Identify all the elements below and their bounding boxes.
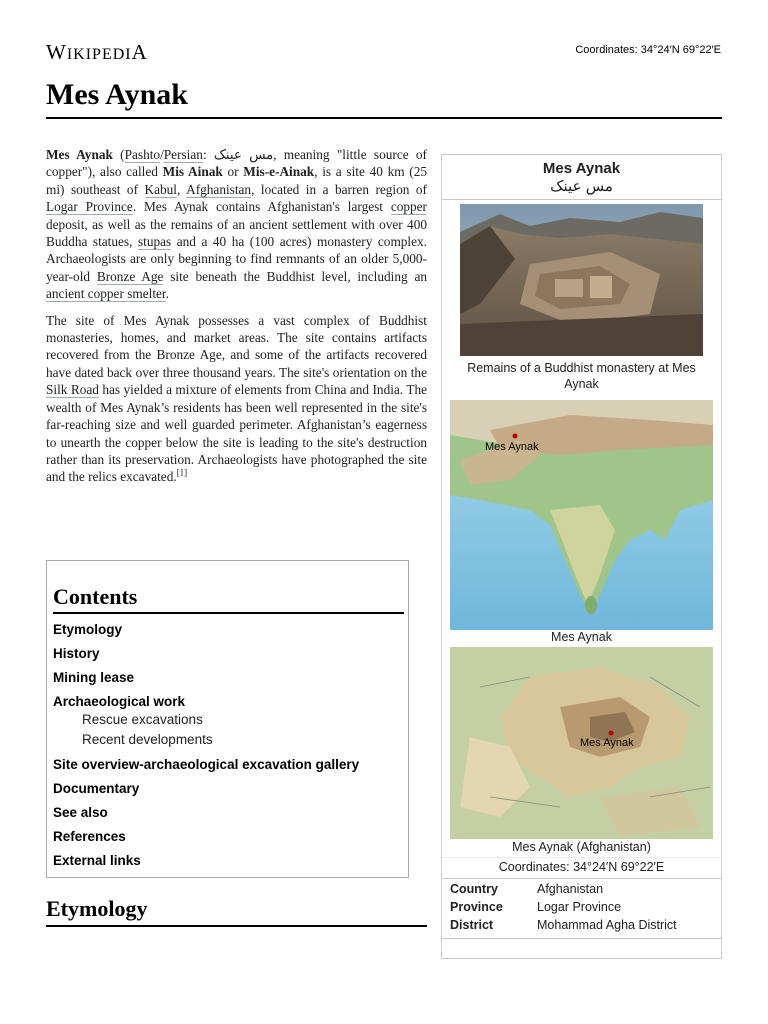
text: /: [160, 147, 164, 162]
toc-item-etymology[interactable]: Etymology: [53, 622, 123, 637]
toc-item-external-links[interactable]: External links: [53, 853, 141, 868]
text: site beneath the Buddhist level, including an: [163, 268, 427, 284]
infobox-native-name: مس عینک: [550, 178, 613, 195]
infobox-row-province: [450, 900, 713, 918]
toc-item-mining-lease[interactable]: Mining lease: [53, 670, 135, 685]
table-of-contents: [46, 560, 409, 878]
infobox-value[interactable]: Mohammad Agha District: [537, 918, 677, 932]
link-stupas[interactable]: stupas: [137, 234, 172, 250]
map1-caption: Mes Aynak: [551, 630, 612, 644]
map2-caption: Mes Aynak (Afghanistan): [512, 840, 651, 854]
link-pashto[interactable]: Pashto: [124, 147, 161, 162]
link-silk-road[interactable]: Silk Road: [46, 382, 99, 398]
section-divider: [46, 925, 427, 927]
bold-alt-name-1: Mis Ainak: [162, 164, 223, 180]
link-ancient-copper-smelter[interactable]: ancient copper smelter: [46, 286, 166, 302]
text: or: [222, 164, 244, 180]
infobox-key: District: [450, 918, 494, 932]
infobox-row-country: [450, 882, 713, 900]
text: deposit, as well as the remains of an ancient settlement with over 400 Buddha statues,: [46, 216, 427, 250]
text: : مس عینک, meaning "little source of copper"), also called: [46, 147, 427, 180]
photo-caption: Remains of a Buddhist monastery at Mes Aynak: [467, 361, 696, 391]
infobox-coordinates[interactable]: Coordinates: 34°24′N 69°22′E: [442, 857, 721, 879]
text: .: [165, 286, 169, 302]
afghanistan-map[interactable]: [450, 647, 713, 839]
wordmark-w: W: [46, 40, 67, 64]
reference-link[interactable]: [1]: [176, 467, 188, 478]
toc-item-references[interactable]: References: [53, 829, 126, 844]
lead-paragraph: [46, 146, 427, 303]
link-persian[interactable]: Persian: [163, 147, 203, 162]
link-logar-province[interactable]: Logar Province: [46, 199, 133, 215]
infobox-key: Country: [450, 882, 498, 896]
wikipedia-wordmark[interactable]: [46, 40, 148, 65]
infobox-row-district: [450, 918, 713, 936]
text: The site of Mes Aynak possesses a vast complex of Buddhist monasteries, homes, and market areas. The site contains artifacts recovered from the Bronze Age, and some of the artifacts recovered have dated back over three thousand years. The site's orientation on the: [46, 312, 427, 380]
link-bronze-age[interactable]: Bronze Age: [96, 268, 164, 284]
second-paragraph: [46, 312, 427, 486]
infobox-header: [442, 155, 721, 200]
infobox-divider: [442, 938, 721, 939]
text: has yielded a mixture of elements from China and India. The wealth of Mes Aynak’s residents has been well represented in the site's far-reaching size and well guarded perimeter. Afghanistan’s eagerness to unearth the copper below the site is leading to the site's destruction rather than its preservation. Archaeologists have photographed the site and the relics excavated.: [46, 382, 427, 485]
infobox-value[interactable]: Afghanistan: [537, 882, 604, 896]
toc-item-rescue-excavations[interactable]: Rescue excavations: [82, 712, 203, 727]
infobox-key: Province: [450, 900, 503, 914]
toc-item-history[interactable]: History: [53, 646, 100, 661]
lead-bold-name: Mes Aynak: [46, 147, 113, 162]
title-divider: [46, 117, 722, 119]
toc-list: [53, 621, 359, 876]
infobox-name: Mes Aynak: [542, 160, 621, 177]
bold-alt-name-2: Mis-e-Ainak: [243, 164, 315, 180]
toc-item-see-also[interactable]: See also: [53, 805, 108, 820]
header-coordinates[interactable]: Coordinates: 34°24′N 69°22′E: [575, 44, 721, 56]
text: ,: [177, 181, 187, 197]
toc-item-documentary[interactable]: Documentary: [53, 781, 140, 796]
toc-title: Contents: [53, 584, 138, 609]
map2-marker-label: Mes Aynak: [580, 737, 634, 749]
article-body: [46, 146, 427, 495]
toc-item-archaeological-work[interactable]: Archaeological work: [53, 694, 186, 709]
infobox-table: [450, 882, 713, 936]
text: , located in a barren region of: [251, 181, 427, 197]
text: , is a site 40 km (25 mi) southeast of: [46, 164, 428, 197]
monastery-photo[interactable]: [460, 204, 703, 356]
infobox-value[interactable]: Logar Province: [537, 900, 622, 914]
section-heading-etymology: Etymology: [46, 896, 148, 921]
page-title: Mes Aynak: [46, 78, 188, 111]
toc-divider: [53, 612, 404, 614]
toc-item-site-overview[interactable]: Site overview-archaeological excavation gallery: [53, 757, 360, 772]
toc-item-recent-developments[interactable]: Recent developments: [82, 732, 213, 747]
text: (: [112, 147, 125, 162]
link-copper[interactable]: copper: [390, 199, 427, 215]
infobox: [441, 154, 722, 959]
text: . Mes Aynak contains Afghanistan's largest: [132, 199, 391, 215]
link-kabul[interactable]: Kabul: [144, 181, 177, 197]
link-afghanistan[interactable]: Afghanistan: [186, 181, 252, 197]
wordmark-a: A: [131, 40, 148, 64]
map1-marker-label: Mes Aynak: [485, 441, 539, 453]
text: and a 40 ha (100 acres) monastery complex. Archaeologists are only beginning to find remnants of an older 5,000-year-old: [46, 234, 428, 284]
region-map[interactable]: [450, 400, 713, 630]
wordmark-middle: IKIPEDI: [66, 46, 132, 63]
